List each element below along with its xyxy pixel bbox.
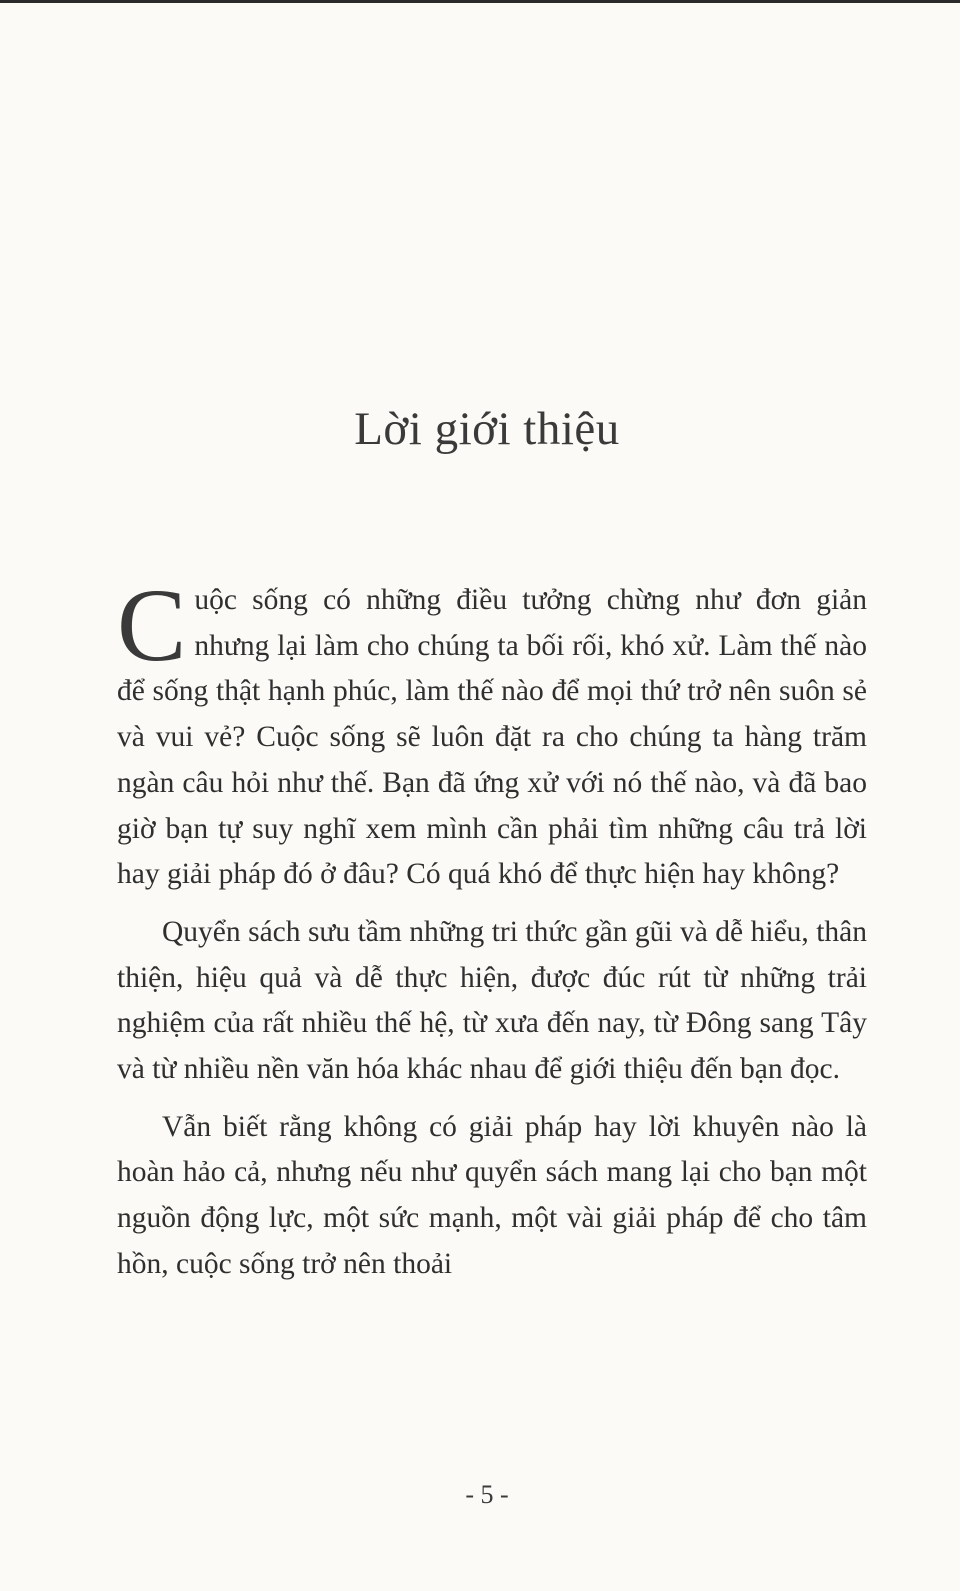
chapter-title: Lời giới thiệu: [354, 403, 620, 455]
top-edge-rule: [0, 0, 960, 3]
paragraph-1-text: uộc sống có những điều tưởng chừng như đơn giản nhưng lại làm cho chúng ta bối rối, khó xử. Làm thế nào để sống thật hạnh phúc, làm thế nào để mọi thứ trở nên suôn sẻ và vui vẻ? Cuộc sống sẽ luôn đặt ra cho chúng ta hàng trăm ngàn câu hỏi như thế. Bạn đã ứng xử với nó thế nào, và đã bao giờ bạn tự suy nghĩ xem mình cần phải tìm những câu trả lời hay giải pháp đó ở đâu? Có quá khó để thực hiện hay không?: [117, 584, 867, 891]
paragraph-3: Vẫn biết rằng không có giải pháp hay lời khuyên nào là hoàn hảo cả, nhưng nếu như quyển sách mang lại cho bạn một nguồn động lực, một sức mạnh, một vài giải pháp để cho tâm hồn, cuộc sống trở nên thoải: [117, 1110, 867, 1280]
paragraph-2: Quyển sách sưu tầm những tri thức gần gũi và dễ hiểu, thân thiện, hiệu quả và dễ thực hiện, được đúc rút từ những trải nghiệm của rất nhiều thế hệ, từ xưa đến nay, từ Đông sang Tây và từ nhiều nền văn hóa khác nhau để giới thiệu đến bạn đọc.: [117, 915, 867, 1086]
page-number: - 5 -: [465, 1480, 509, 1509]
body-text: [117, 568, 867, 1300]
paragraph-1: [117, 568, 867, 898]
drop-cap: C: [117, 568, 187, 683]
scan-margin: [960, 0, 974, 1591]
